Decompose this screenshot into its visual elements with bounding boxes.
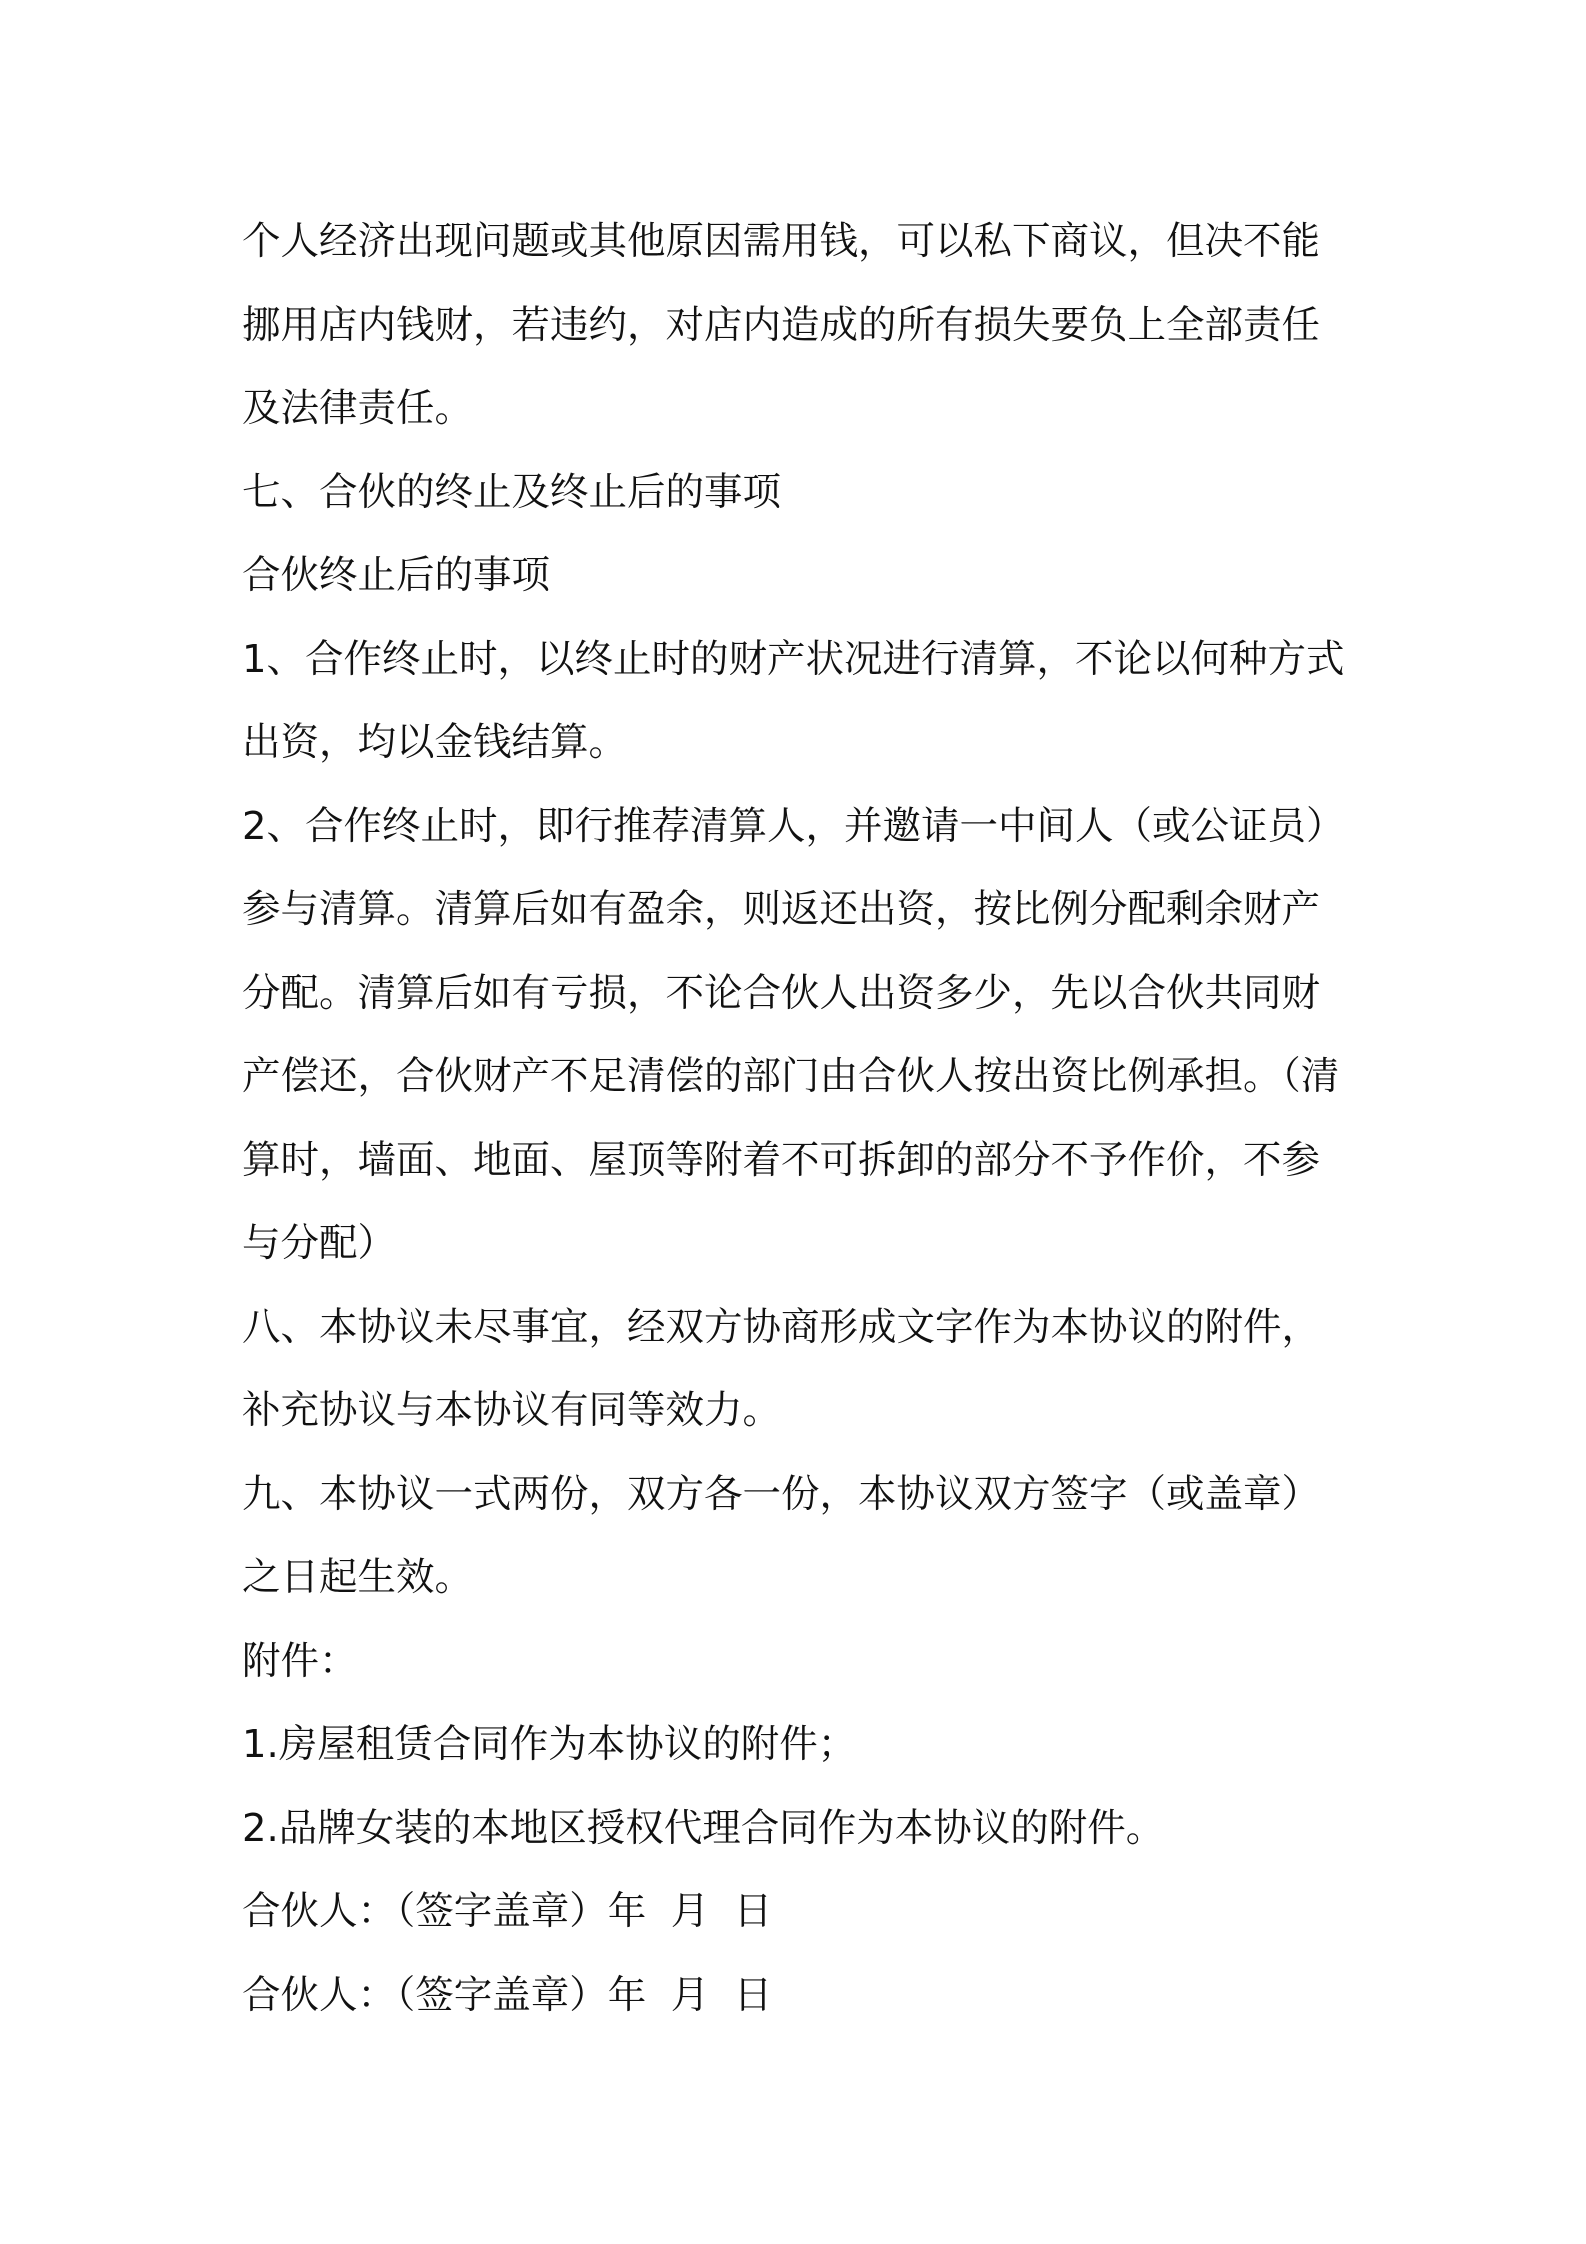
document-body bbox=[242, 200, 1352, 2037]
clause-1-settlement: 1、合作终止时，以终止时的财产状况进行清算，不论以何种方式出资，均以金钱结算。 bbox=[242, 636, 1345, 765]
attachment-1: 1.房屋租赁合同作为本协议的附件； bbox=[242, 1722, 857, 1767]
clause-2-liquidation: 2、合作终止时，即行推荐清算人，并邀请一中间人（或公证员）参与清算。清算后如有盈余，则返还出资，按比例分配剩余财产分配。清算后如有亏损，不论合伙人出资多少，先以合伙共同财产偿还，合伙财产不足清偿的部门由合伙人按出资比例承担。（清算时，墙面、地面、屋顶等附着不可拆卸的部分不予作价，不参与分配） bbox=[242, 803, 1345, 1266]
attachments-heading: 附件： bbox=[242, 1638, 358, 1684]
subheading-after-termination: 合伙终止后的事项 bbox=[242, 553, 551, 598]
paragraph-personal-finance: 个人经济出现问题或其他原因需用钱，可以私下商议，但决不能挪用店内钱财，若违约，对店内造成的所有损失要负上全部责任及法律责任。 bbox=[242, 219, 1321, 431]
section-heading-termination: 七、合伙的终止及终止后的事项 bbox=[242, 469, 782, 515]
section-eight-supplement: 八、本协议未尽事宜，经双方协商形成文字作为本协议的附件，补充协议与本协议有同等效力。 bbox=[242, 1304, 1321, 1433]
signature-line-partner-1: 合伙人：（签字盖章）年 月 日 bbox=[242, 1889, 773, 1934]
attachment-2: 2.品牌女装的本地区授权代理合同作为本协议的附件。 bbox=[242, 1805, 1165, 1851]
signature-line-partner-2: 合伙人：（签字盖章）年 月 日 bbox=[242, 1972, 773, 2018]
section-nine-copies: 九、本协议一式两份，双方各一份，本协议双方签字（或盖章）之日起生效。 bbox=[242, 1471, 1321, 1600]
